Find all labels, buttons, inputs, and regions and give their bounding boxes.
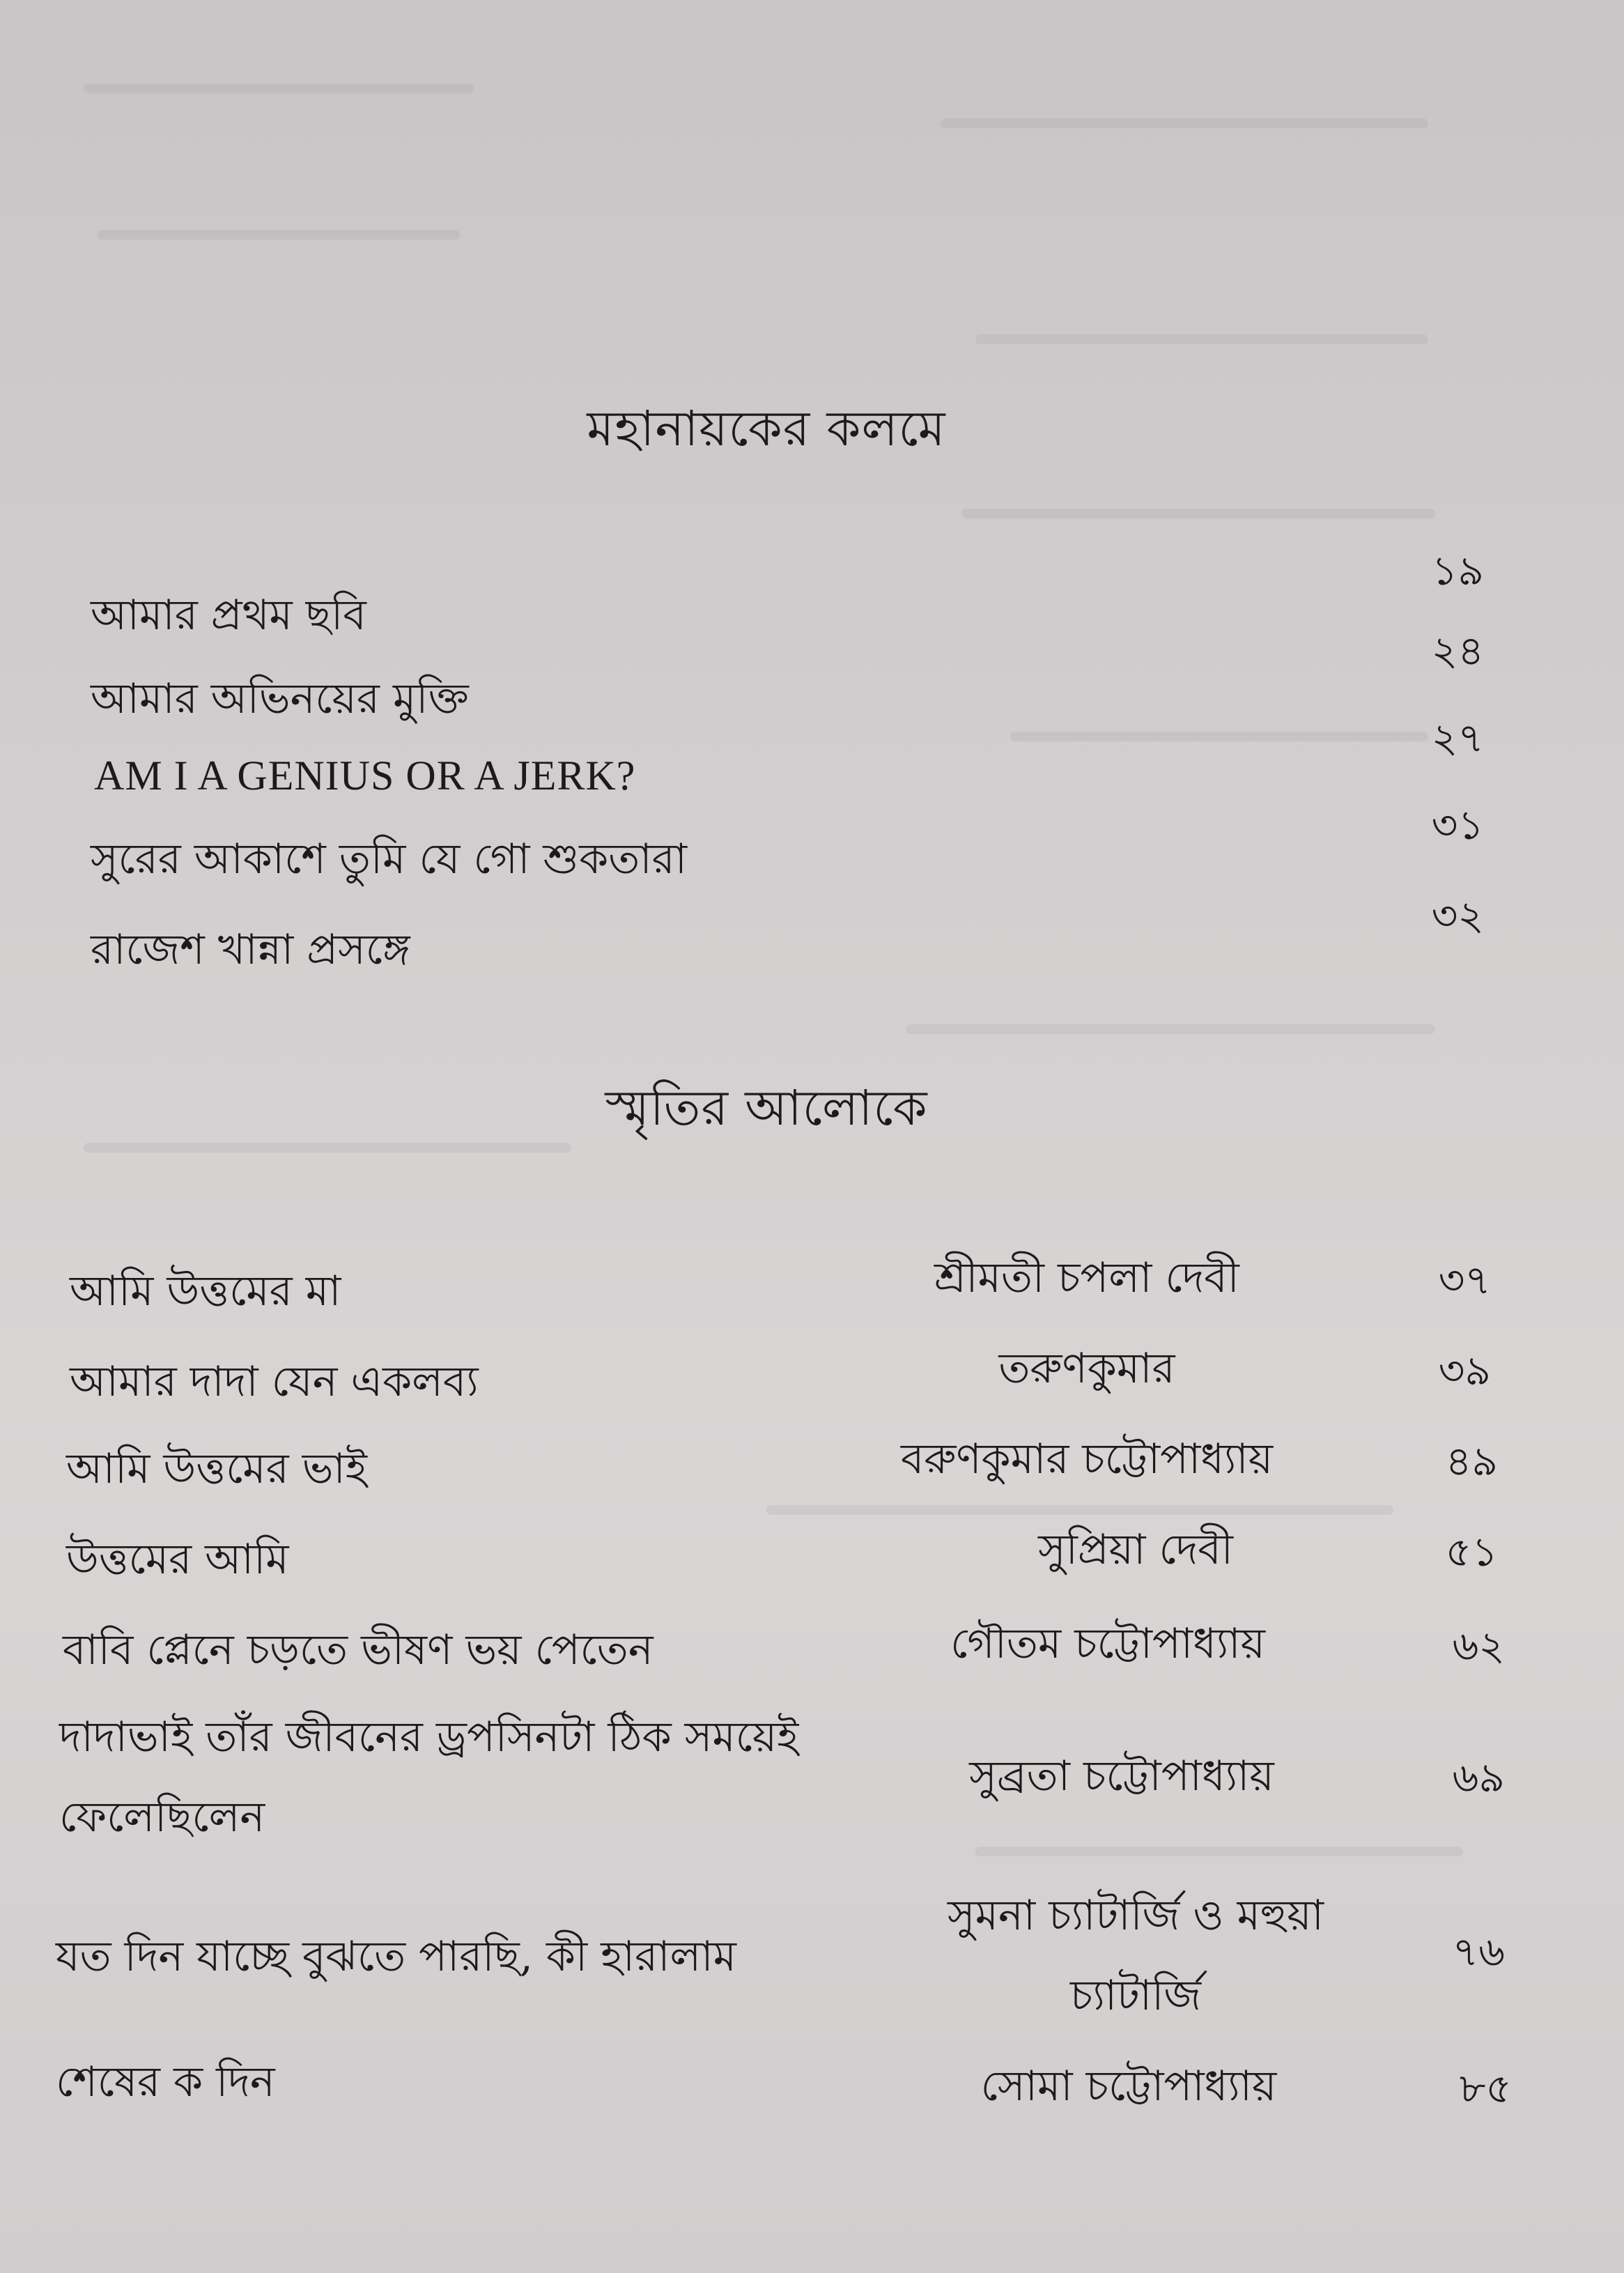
page-number: ২৪ [1431,627,1484,675]
bleed-through-mark [941,118,1428,128]
page-number: ৭৬ [1452,1928,1505,1975]
toc-entry-title: আমার অভিনয়ের মুক্তি [91,675,469,723]
toc-entry-title: সুরের আকাশে তুমি যে গো শুকতারা [91,835,688,884]
page-number: ১৯ [1431,547,1484,594]
section-heading: মহানায়কের কলমে [587,400,946,457]
toc-entry-author: গৌতম চট্টোপাধ্যায় [950,1619,1265,1668]
toc-entry-title: শেষের ক দিন [56,2058,275,2106]
toc-entry-author: বরুণকুমার চট্টোপাধ্যায় [900,1435,1274,1484]
toc-entry-title: আমি উত্তমের ভাই [66,1444,368,1493]
toc-entry-author: সোমা চট্টোপাধ্যায় [980,2062,1277,2111]
toc-entry-author-line: চ্যাটার্জি [1069,1971,1202,2020]
toc-entry-title: বাবি প্লেনে চড়তে ভীষণ ভয় পেতেন [63,1626,654,1674]
bleed-through-mark [1010,732,1428,741]
toc-entry-author: সুব্রতা চট্টোপাধ্যায় [969,1752,1274,1801]
bleed-through-mark [961,509,1435,518]
toc-entry-title: আমি উত্তমের মা [70,1267,341,1316]
page-number: ৮৫ [1459,2065,1512,2112]
page-number: ৩১ [1431,801,1484,849]
bleed-through-mark [84,84,474,93]
bleed-through-mark [84,1143,571,1153]
toc-entry-title: উত্তমের আমি [66,1535,289,1584]
toc-entry-author: তরুণকুমার [998,1344,1175,1393]
page-number: ৬২ [1452,1622,1505,1670]
toc-entry-title: আমার প্রথম ছবি [91,591,366,640]
section-heading: স্মৃতির আলোকে [605,1079,928,1136]
toc-entry-title: AM I A GENIUS OR A JERK? [94,753,636,799]
page-number: ২৭ [1431,714,1484,762]
bleed-through-mark [906,1024,1435,1034]
page-number: ৩৯ [1438,1347,1491,1394]
bleed-through-mark [98,230,460,240]
page-number: ৫১ [1445,1528,1498,1575]
bleed-through-mark [975,1847,1463,1856]
bleed-through-mark [975,334,1428,344]
toc-entry-title: যত দিন যাচ্ছে বুঝতে পারছি, কী হারালাম [56,1932,736,1981]
page-number: ৩৭ [1438,1256,1491,1304]
toc-entry-title-line: দাদাভাই তাঁর জীবনের ড্রপসিনটা ঠিক সময়েই [59,1713,799,1762]
toc-entry-title: আমার দাদা যেন একলব্য [70,1357,479,1406]
toc-entry-author: সুপ্রিয়া দেবী [1038,1525,1233,1574]
toc-entry-title-line: ফেলেছিলেন [59,1793,265,1842]
page-number: ৩২ [1431,892,1484,939]
toc-entry-author: শ্রীমতী চপলা দেবী [934,1254,1239,1302]
toc-entry-title: রাজেশ খান্না প্রসঙ্গে [91,925,410,974]
toc-entry-author-line: সুমনা চ্যাটার্জি ও মহুয়া [947,1891,1324,1940]
bleed-through-mark [766,1505,1393,1515]
page-number: ৬৯ [1452,1754,1505,1801]
page-number: ৪৯ [1445,1438,1498,1485]
